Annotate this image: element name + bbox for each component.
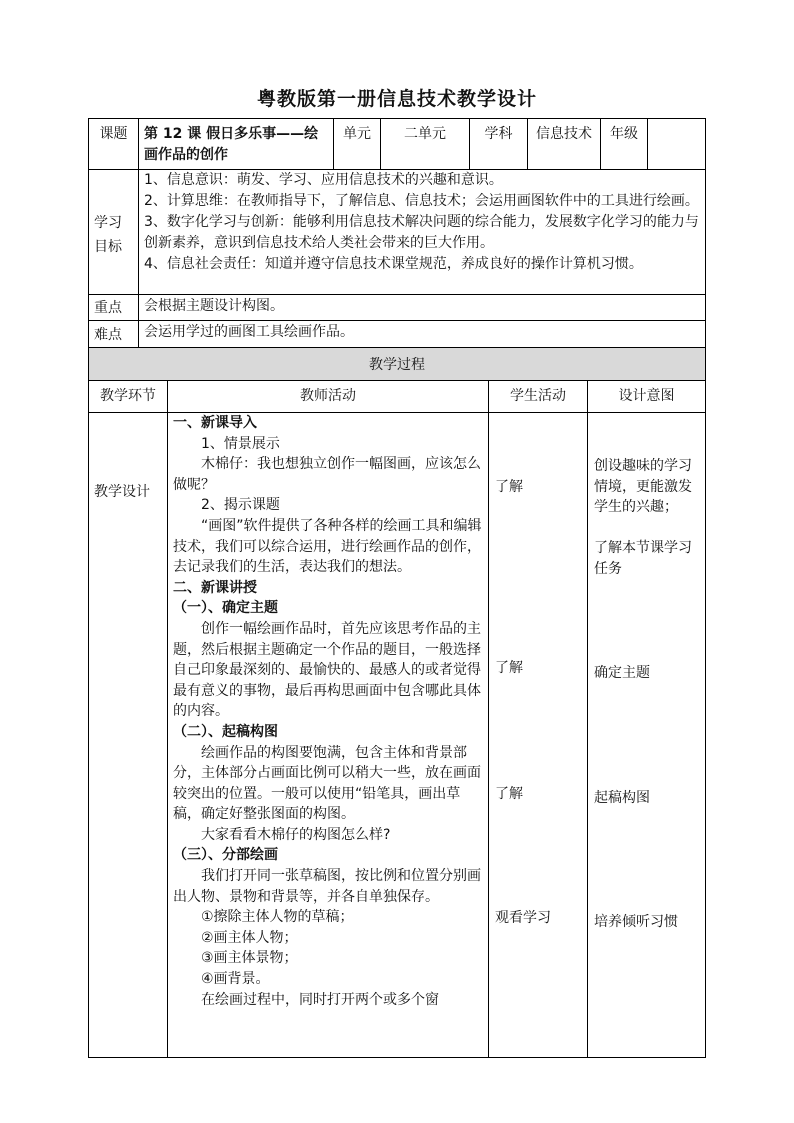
teacher-activity (173, 413, 483, 1010)
step-item: ③画主体景物； (201, 950, 298, 967)
design-intent: 培养倾听习惯 (594, 914, 678, 930)
column-header-student: 学生活动 (510, 388, 566, 404)
step-item: ②画主体人物； (201, 929, 298, 946)
step-item: ①擦除主体人物的草稿； (201, 909, 354, 926)
row-divider (88, 320, 706, 321)
difficulty-value: 会运用学过的画图工具绘画作品。 (144, 324, 354, 340)
col-divider (488, 380, 489, 1058)
difficulty-label: 难点 (94, 327, 122, 343)
objective-item: 4、信息社会责任：知道并遵守信息技术课堂规范，养成良好的操作计算机习惯。 (144, 256, 643, 272)
paragraph: 在绘画过程中，同时打开两个或多个窗 (201, 991, 439, 1008)
paragraph: 木棉仔：我也想独立创作一幅图画，应该怎么做呢？ (173, 456, 481, 493)
student-activity: 了解 (495, 786, 523, 802)
paragraph: 绘画作品的构图要饱满，包含主体和背景部分，主体部分占画面比例可以稍大一些，放在画面较突出的位置。一般可以使用“铅笔具，画出草稿，确定好整张图面的构图。 (173, 744, 481, 823)
table-border-top (88, 118, 706, 119)
section-heading: 一、新课导入 (173, 415, 257, 431)
key-point-value: 会根据主题设计构图。 (144, 298, 284, 314)
row-divider (88, 294, 706, 295)
key-point-label: 重点 (94, 300, 122, 316)
objective-item: 2、计算思维：在教师指导下，了解信息、信息技术；会运用画图软件中的工具进行绘画。 (144, 193, 699, 209)
design-intent: 创设趣味的学习情境，更能激发学生的兴趣； (594, 458, 692, 515)
student-activity: 了解 (495, 660, 523, 676)
subsection-heading: 2、揭示课题 (201, 497, 280, 514)
col-divider (587, 380, 588, 1058)
col-divider (647, 118, 648, 169)
stage-label: 教学设计 (94, 484, 150, 500)
student-activity: 观看学习 (495, 910, 551, 926)
objectives-label: 学习目标 (94, 215, 122, 255)
subsection-heading: （一）、确定主题 (173, 600, 278, 617)
subsection-heading: （二）、起稿构图 (173, 723, 278, 740)
table-border-right (705, 118, 706, 1058)
document-title: 粤教版第一册信息技术教学设计 (256, 88, 537, 110)
design-intent: 确定主题 (594, 665, 650, 681)
topic-label: 课题 (99, 126, 128, 142)
column-header-teacher: 教师活动 (300, 388, 356, 404)
paragraph: 大家看看木棉仔的构图怎么样? (201, 826, 391, 843)
objectives-list (144, 170, 702, 275)
subject-value: 信息技术 (536, 126, 592, 142)
paragraph: 创作一幅绘画作品时，首先应该思考作品的主题，然后根据主题确定一个作品的题目，一般选择自己印象最深刻的、最愉快的、最感人的或者觉得最有意义的事物，最后再构思画面中包含哪此具体的内容。 (173, 620, 481, 720)
step-item: ④画背景。 (201, 971, 270, 988)
row-divider (88, 380, 706, 381)
topic-value: 第 12 课 假日多乐事——绘画作品的创作 (144, 126, 319, 163)
student-activity: 了解 (495, 479, 523, 495)
subsection-heading: 1、情景展示 (201, 435, 280, 452)
column-header-intent: 设计意图 (618, 388, 675, 404)
grade-label: 年级 (610, 126, 638, 142)
paragraph: “画图”软件提供了各种各样的绘画工具和编辑技术，我们可以综合运用，进行绘画作品的创作，去记录我们的生活，表达我们的想法。 (173, 517, 482, 576)
subsection-heading: （三）、分部绘画 (173, 847, 278, 864)
table-border-bottom (88, 1057, 706, 1058)
design-intent: 了解本节课学习任务 (594, 540, 692, 577)
column-header-stage: 教学环节 (100, 388, 156, 404)
objective-item: 3、数字化学习与创新：能够利用信息技术解决问题的综合能力，发展数字化学习的能力与创新素养，意识到信息技术给人类社会带来的巨大作用。 (144, 214, 699, 251)
col-divider (167, 380, 168, 1058)
process-header: 教学过程 (369, 357, 425, 373)
unit-label: 单元 (343, 126, 371, 142)
objective-item: 1、信息意识：萌发、学习、应用信息技术的兴趣和意识。 (144, 172, 503, 188)
design-intent: 起稿构图 (594, 790, 650, 806)
paragraph: 我们打开同一张草稿图，按比例和位置分别画出人物、景物和背景等，并各自单独保存。 (173, 868, 481, 905)
unit-value: 二单元 (404, 126, 446, 142)
subject-label: 学科 (484, 126, 513, 142)
table-border-left (88, 118, 89, 1058)
col-divider (138, 118, 139, 347)
section-heading: 二、新课讲授 (173, 579, 257, 596)
